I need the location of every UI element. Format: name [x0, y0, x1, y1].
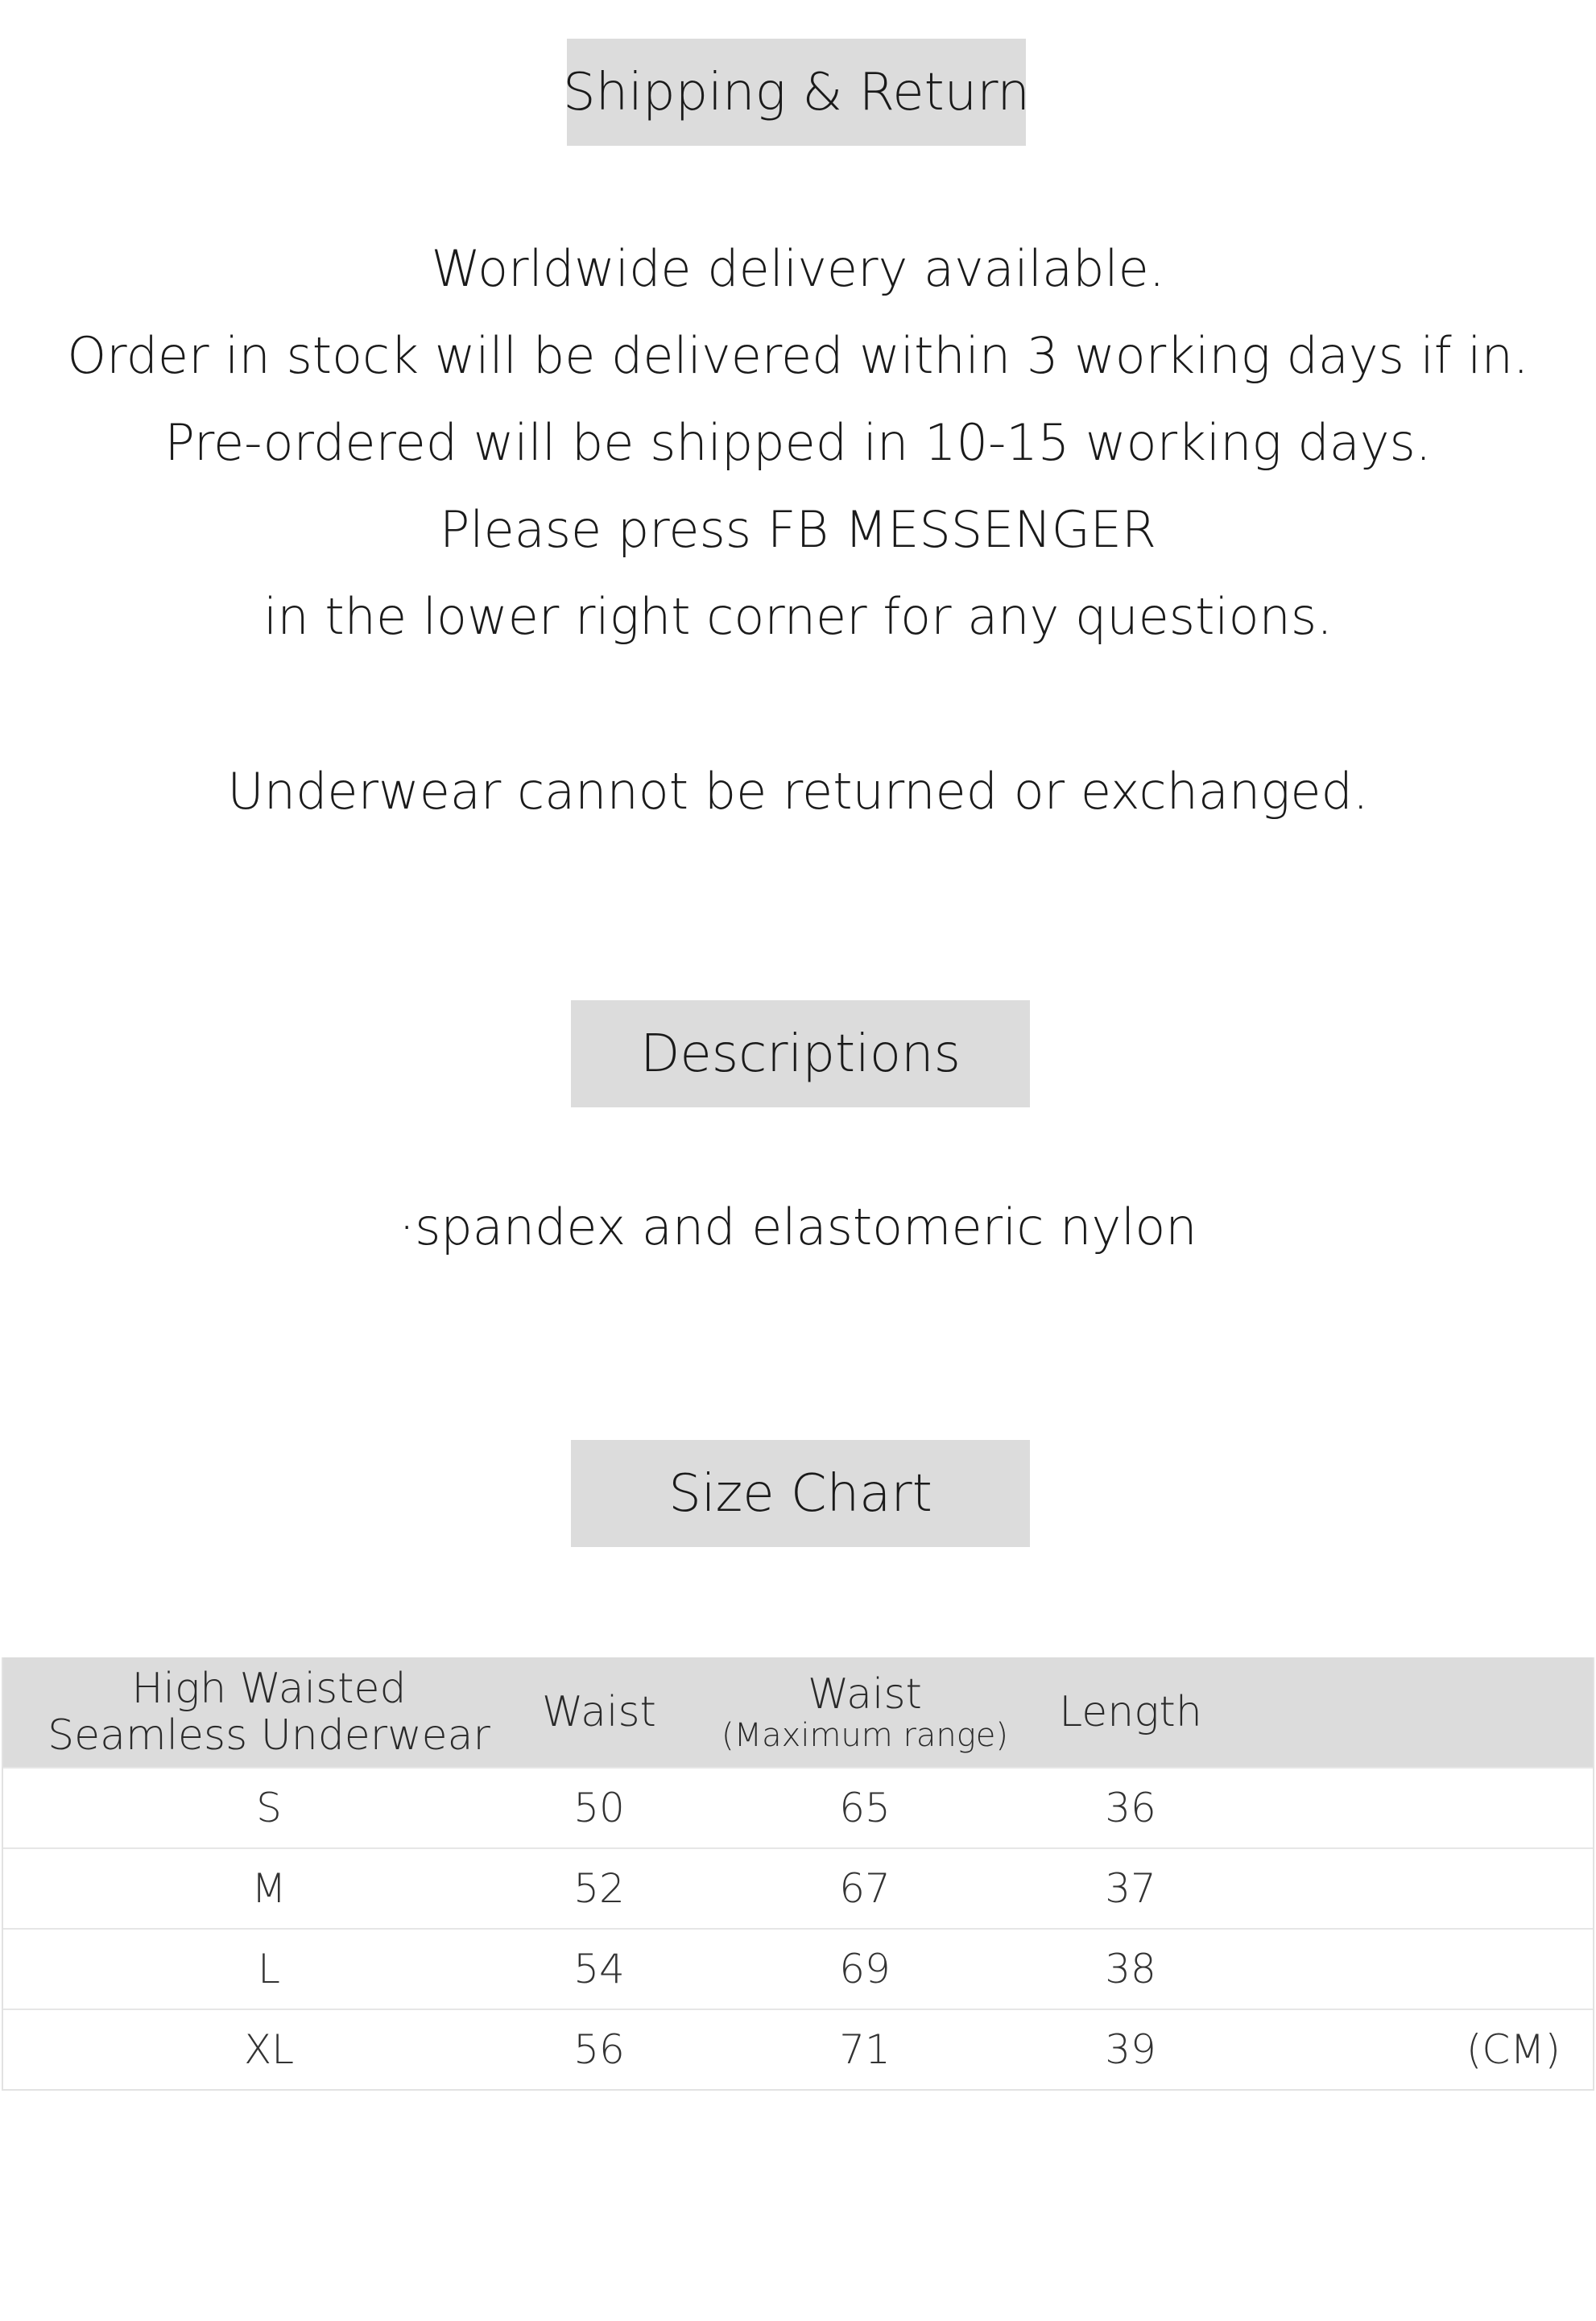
table-row	[3, 1767, 1593, 1847]
length-cell: 36	[1105, 1785, 1156, 1831]
waist-max-cell: 71	[839, 2026, 891, 2073]
description-text: ·spandex and elastomeric nylon	[399, 1198, 1197, 1256]
waist-column-header	[535, 1657, 664, 1767]
product-name-line: Seamless Underwear	[48, 1711, 490, 1760]
shipping-line: Please press FB MESSENGER	[439, 500, 1157, 559]
size-chart-header-row	[3, 1657, 1593, 1767]
descriptions-heading: Descriptions	[571, 1000, 1030, 1107]
waist-cell: 56	[573, 2026, 625, 2073]
waist-cell: 52	[573, 1865, 625, 1912]
table-row	[3, 1928, 1593, 2009]
length-cell: 39	[1105, 2026, 1156, 2073]
product-column-header	[3, 1657, 535, 1767]
waist-max-cell: 65	[839, 1785, 891, 1831]
shipping-line: Pre-ordered will be shipped in 10-15 working days.	[164, 413, 1432, 472]
product-name-line: High Waisted	[131, 1665, 407, 1713]
waist-max-cell: 67	[839, 1865, 891, 1912]
waist-cell: 54	[573, 1946, 625, 1992]
waist-max-column-header	[704, 1657, 1026, 1767]
length-header-label: Length	[1059, 1688, 1202, 1736]
size-cell: S	[256, 1785, 282, 1831]
return-policy-note: Underwear cannot be returned or exchanged.	[227, 762, 1369, 821]
length-cell: 37	[1105, 1865, 1156, 1912]
waist-header-label: Waist	[542, 1688, 656, 1736]
waist-max-cell: 69	[839, 1946, 891, 1992]
waist-max-header-label: Waist	[808, 1670, 922, 1719]
table-row	[3, 1847, 1593, 1928]
shipping-line: Worldwide delivery available.	[431, 239, 1165, 298]
size-chart-heading: Size Chart	[571, 1440, 1030, 1547]
table-row	[3, 2009, 1593, 2089]
size-cell: XL	[243, 2026, 295, 2073]
length-cell: 38	[1105, 1946, 1156, 1992]
shipping-return-heading: Shipping & Return	[567, 39, 1026, 146]
shipping-line: Order in stock will be delivered within 3 working days if in.	[67, 326, 1529, 385]
length-column-header	[1050, 1657, 1211, 1767]
size-cell: M	[251, 1865, 287, 1912]
shipping-info	[0, 225, 1596, 660]
unit-label: (CM)	[1466, 2026, 1561, 2073]
size-cell: L	[258, 1946, 280, 1992]
waist-cell: 50	[573, 1785, 625, 1831]
shipping-line: in the lower right corner for any questions.	[263, 587, 1333, 646]
size-chart-table	[2, 1657, 1594, 2091]
waist-max-header-sublabel: (Maximum range)	[722, 1717, 1008, 1754]
